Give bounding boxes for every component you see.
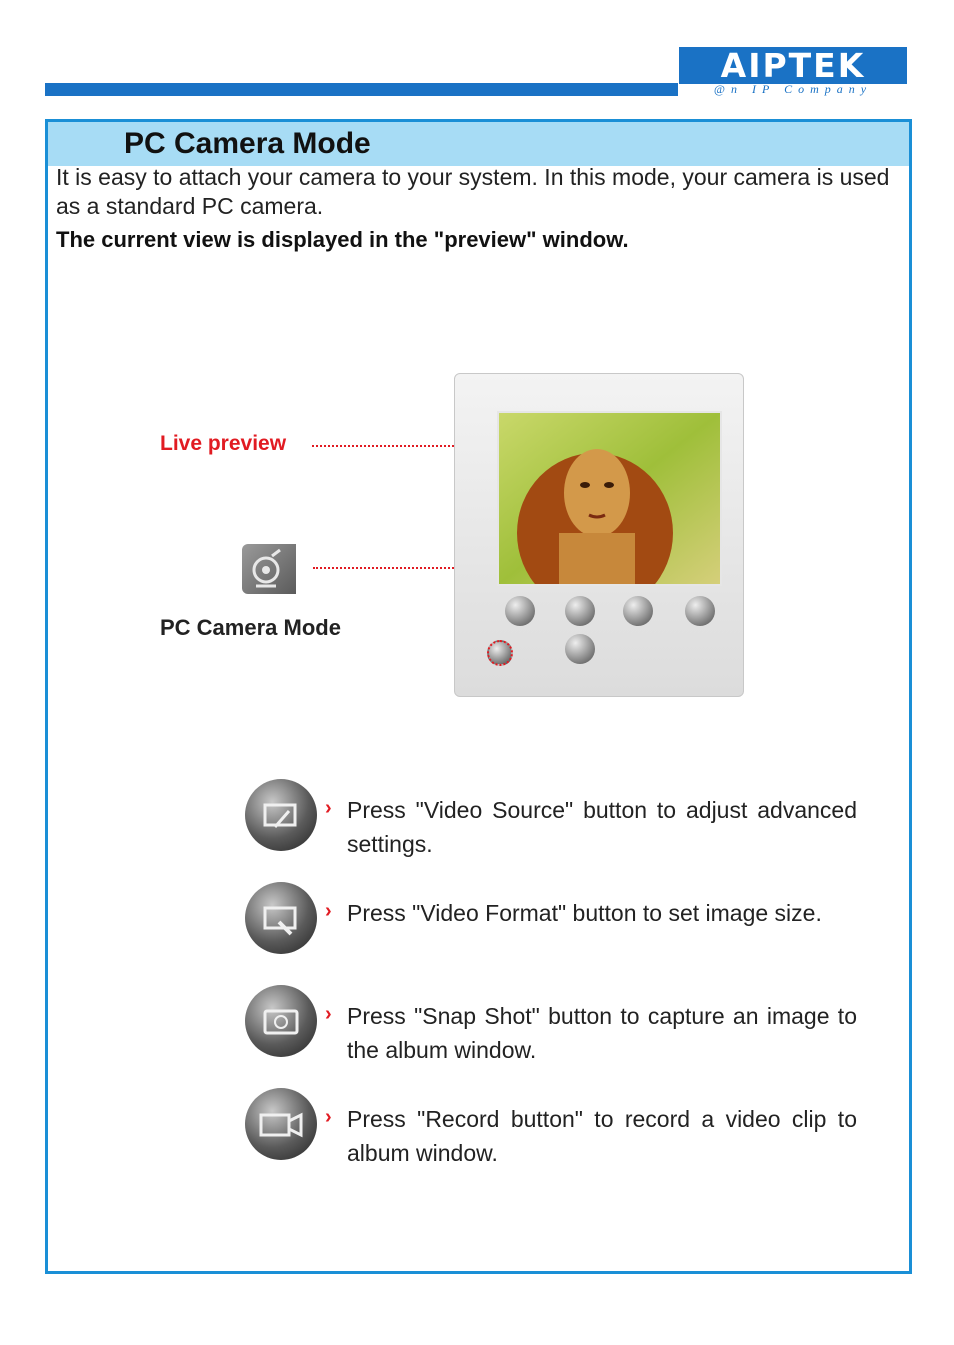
- intro-paragraph: It is easy to attach your camera to your system. In this mode, your camera is used as a standard PC camera.: [56, 164, 890, 219]
- aiptek-logo: [679, 47, 907, 96]
- pc-camera-mode-icon: [242, 544, 296, 594]
- record-video-icon: [245, 1088, 317, 1160]
- chevron-right-icon: ›: [325, 900, 332, 922]
- control-dial[interactable]: [685, 596, 715, 626]
- chevron-right-icon: ›: [325, 1106, 332, 1128]
- button-description: Press "Video Source" button to adjust advanced settings.: [347, 797, 857, 857]
- control-dial[interactable]: [623, 596, 653, 626]
- emphasis-line: The current view is displayed in the "preview" window.: [56, 227, 629, 252]
- control-dial[interactable]: [565, 596, 595, 626]
- video-format-icon: [245, 882, 317, 954]
- live-preview-screen: [497, 411, 722, 586]
- logo-tagline: @n IP Company: [713, 82, 873, 96]
- snapshot-camera-icon: [245, 985, 317, 1057]
- video-source-icon: [245, 779, 317, 851]
- pc-camera-mode-label: PC Camera Mode: [160, 615, 341, 640]
- pc-camera-mode-button[interactable]: [487, 640, 513, 666]
- page-title: PC Camera Mode: [124, 127, 371, 160]
- camera-app-window: [454, 373, 744, 697]
- button-description: Press "Record button" to record a video clip to album window.: [347, 1106, 857, 1166]
- button-description: Press "Snap Shot" button to capture an image to the album window.: [347, 1003, 857, 1063]
- chevron-right-icon: ›: [325, 797, 332, 819]
- control-dial[interactable]: [505, 596, 535, 626]
- control-dial[interactable]: [565, 634, 595, 664]
- header-bar: [45, 83, 678, 96]
- chevron-right-icon: ›: [325, 1003, 332, 1025]
- logo-text: AIPTEK: [720, 46, 866, 85]
- button-description: Press "Video Format" button to set image size.: [347, 900, 822, 926]
- title-band: [48, 122, 909, 166]
- live-preview-label: Live preview: [160, 432, 287, 455]
